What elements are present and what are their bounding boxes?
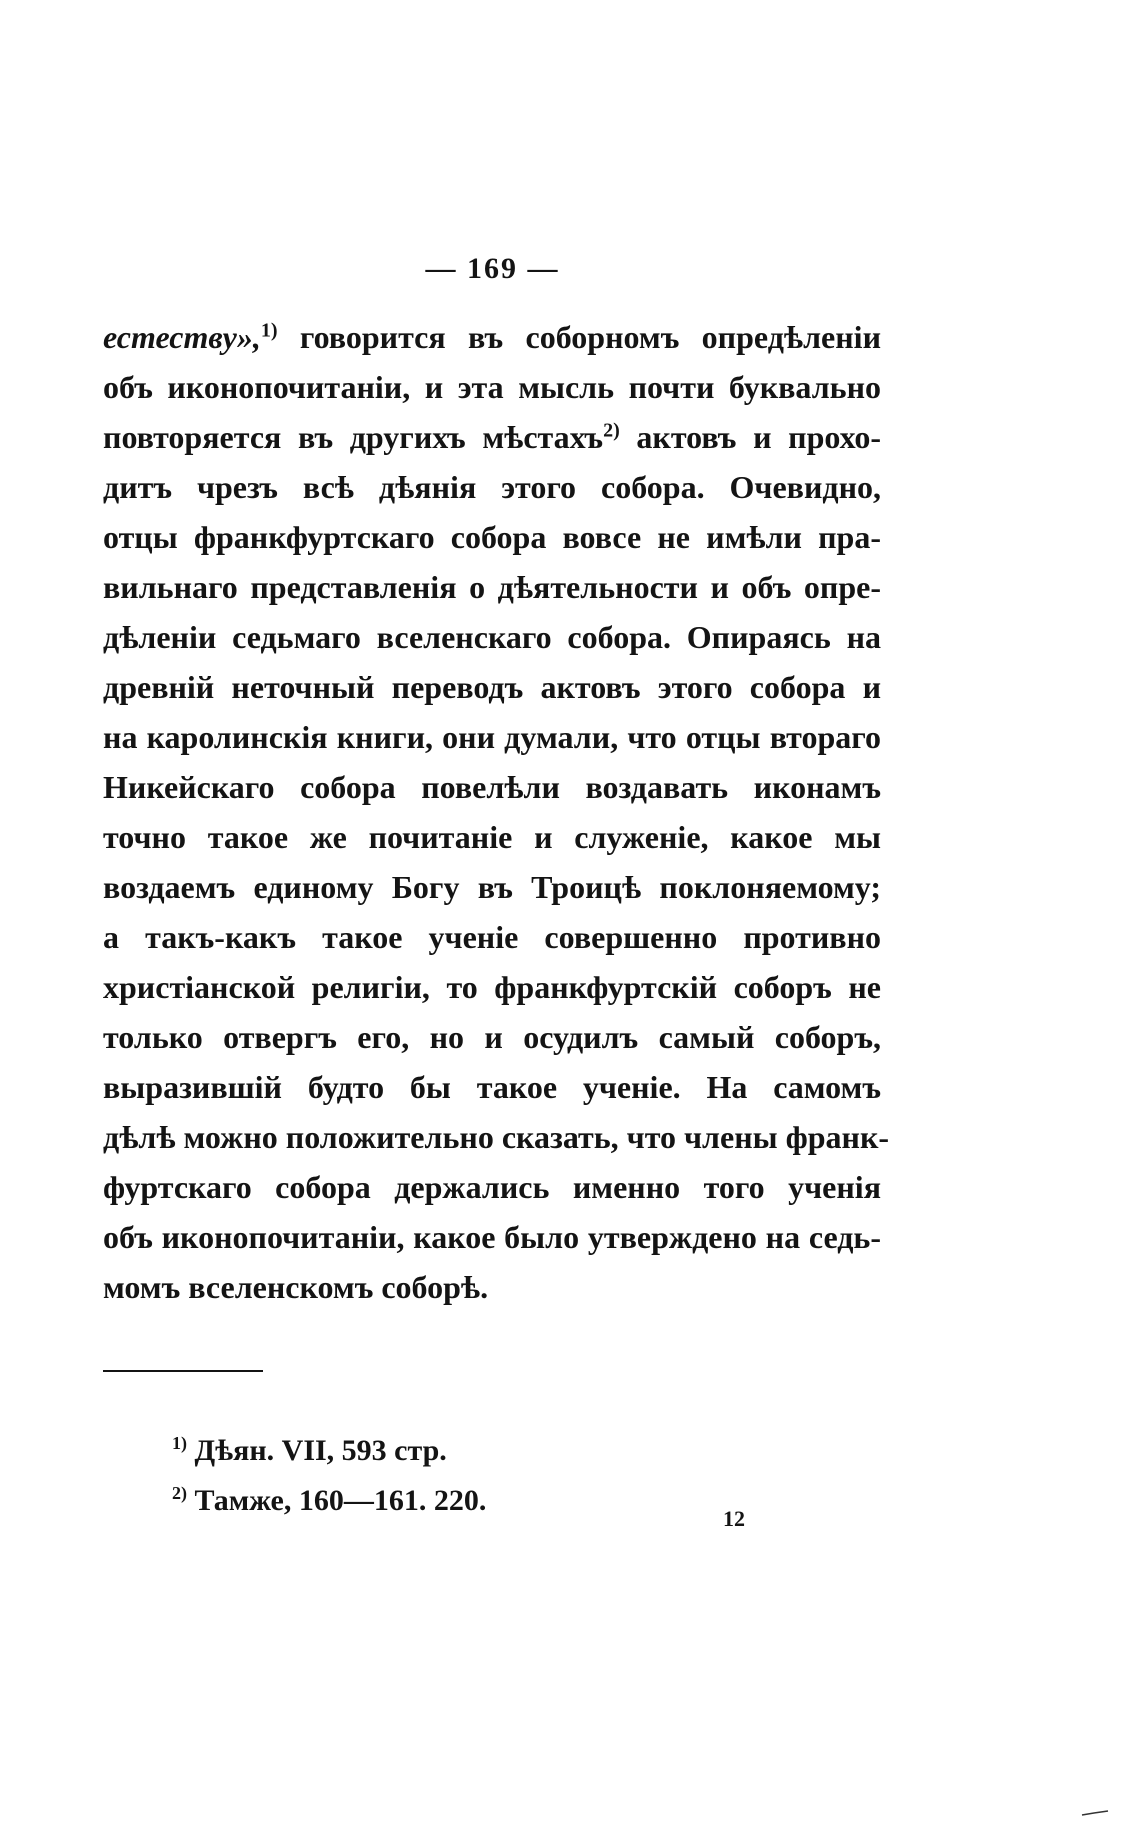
text-line: объ иконопочитаніи, и эта мысль почти буквально	[103, 369, 881, 405]
footnote-text: Дѣян. VII, 593 стр.	[194, 1434, 447, 1467]
footnote-ref-1: 1)	[260, 319, 278, 342]
text-line: точно такое же почитаніе и служеніе, какое мы	[103, 819, 881, 855]
footnote-2	[172, 1476, 772, 1526]
text-line: воздаемъ единому Богу въ Троицѣ поклоняемому;	[103, 869, 881, 905]
main-paragraph	[103, 312, 890, 1312]
footnote-mark: 1)	[172, 1433, 187, 1453]
line-text: говорится въ соборномъ опредѣленіи	[299, 319, 881, 355]
text-line: дѣленіи седьмаго вселенскаго собора. Опираясь на	[103, 619, 881, 655]
footnotes	[172, 1426, 772, 1526]
page-number-header: — 169 —	[425, 252, 560, 285]
text-line: христіанской религіи, то франкфуртскій соборъ не	[103, 969, 881, 1005]
footnote-mark: 2)	[172, 1483, 187, 1503]
text-line	[103, 312, 881, 362]
line-text: повторяется въ другихъ мѣстахъ	[103, 419, 604, 455]
scan-speck	[1080, 1810, 1110, 1816]
printer-signature-mark: 12	[723, 1506, 745, 1531]
line-text: актовъ и прохо-	[636, 419, 882, 455]
text-line: момъ вселенскомъ соборѣ.	[103, 1269, 489, 1305]
text-line: дитъ чрезъ всѣ дѣянія этого собора. Очевидно,	[103, 469, 881, 505]
italic-word: естеству»,	[103, 319, 261, 355]
text-line: вильнаго представленія о дѣятельности и объ опре-	[103, 569, 881, 605]
text-line: только отвергъ его, но и осудилъ самый соборъ,	[103, 1019, 881, 1055]
text-line: Никейскаго собора повелѣли воздавать иконамъ	[103, 769, 881, 805]
text-line: дѣлѣ можно положительно сказать, что члены франк-	[103, 1119, 890, 1155]
footnote-text: Тамже, 160—161. 220.	[194, 1484, 487, 1517]
text-line: на каролинскія книги, они думали, что отцы втораго	[103, 719, 881, 755]
text-line	[103, 412, 881, 462]
text-line: фуртскаго собора держались именно того ученія	[103, 1169, 881, 1205]
footnote-1	[172, 1426, 772, 1476]
text-line: отцы франкфуртскаго собора вовсе не имѣли пра-	[103, 519, 881, 555]
text-line: древній неточный переводъ актовъ этого собора и	[103, 669, 881, 705]
text-line: выразившій будто бы такое ученіе. На самомъ	[103, 1069, 881, 1105]
text-line: объ иконопочитаніи, какое было утверждено на седь-	[103, 1219, 881, 1255]
footnote-ref-2: 2)	[603, 419, 620, 442]
footnote-separator	[103, 1370, 263, 1372]
text-line: а такъ-какъ такое ученіе совершенно противно	[103, 919, 881, 955]
